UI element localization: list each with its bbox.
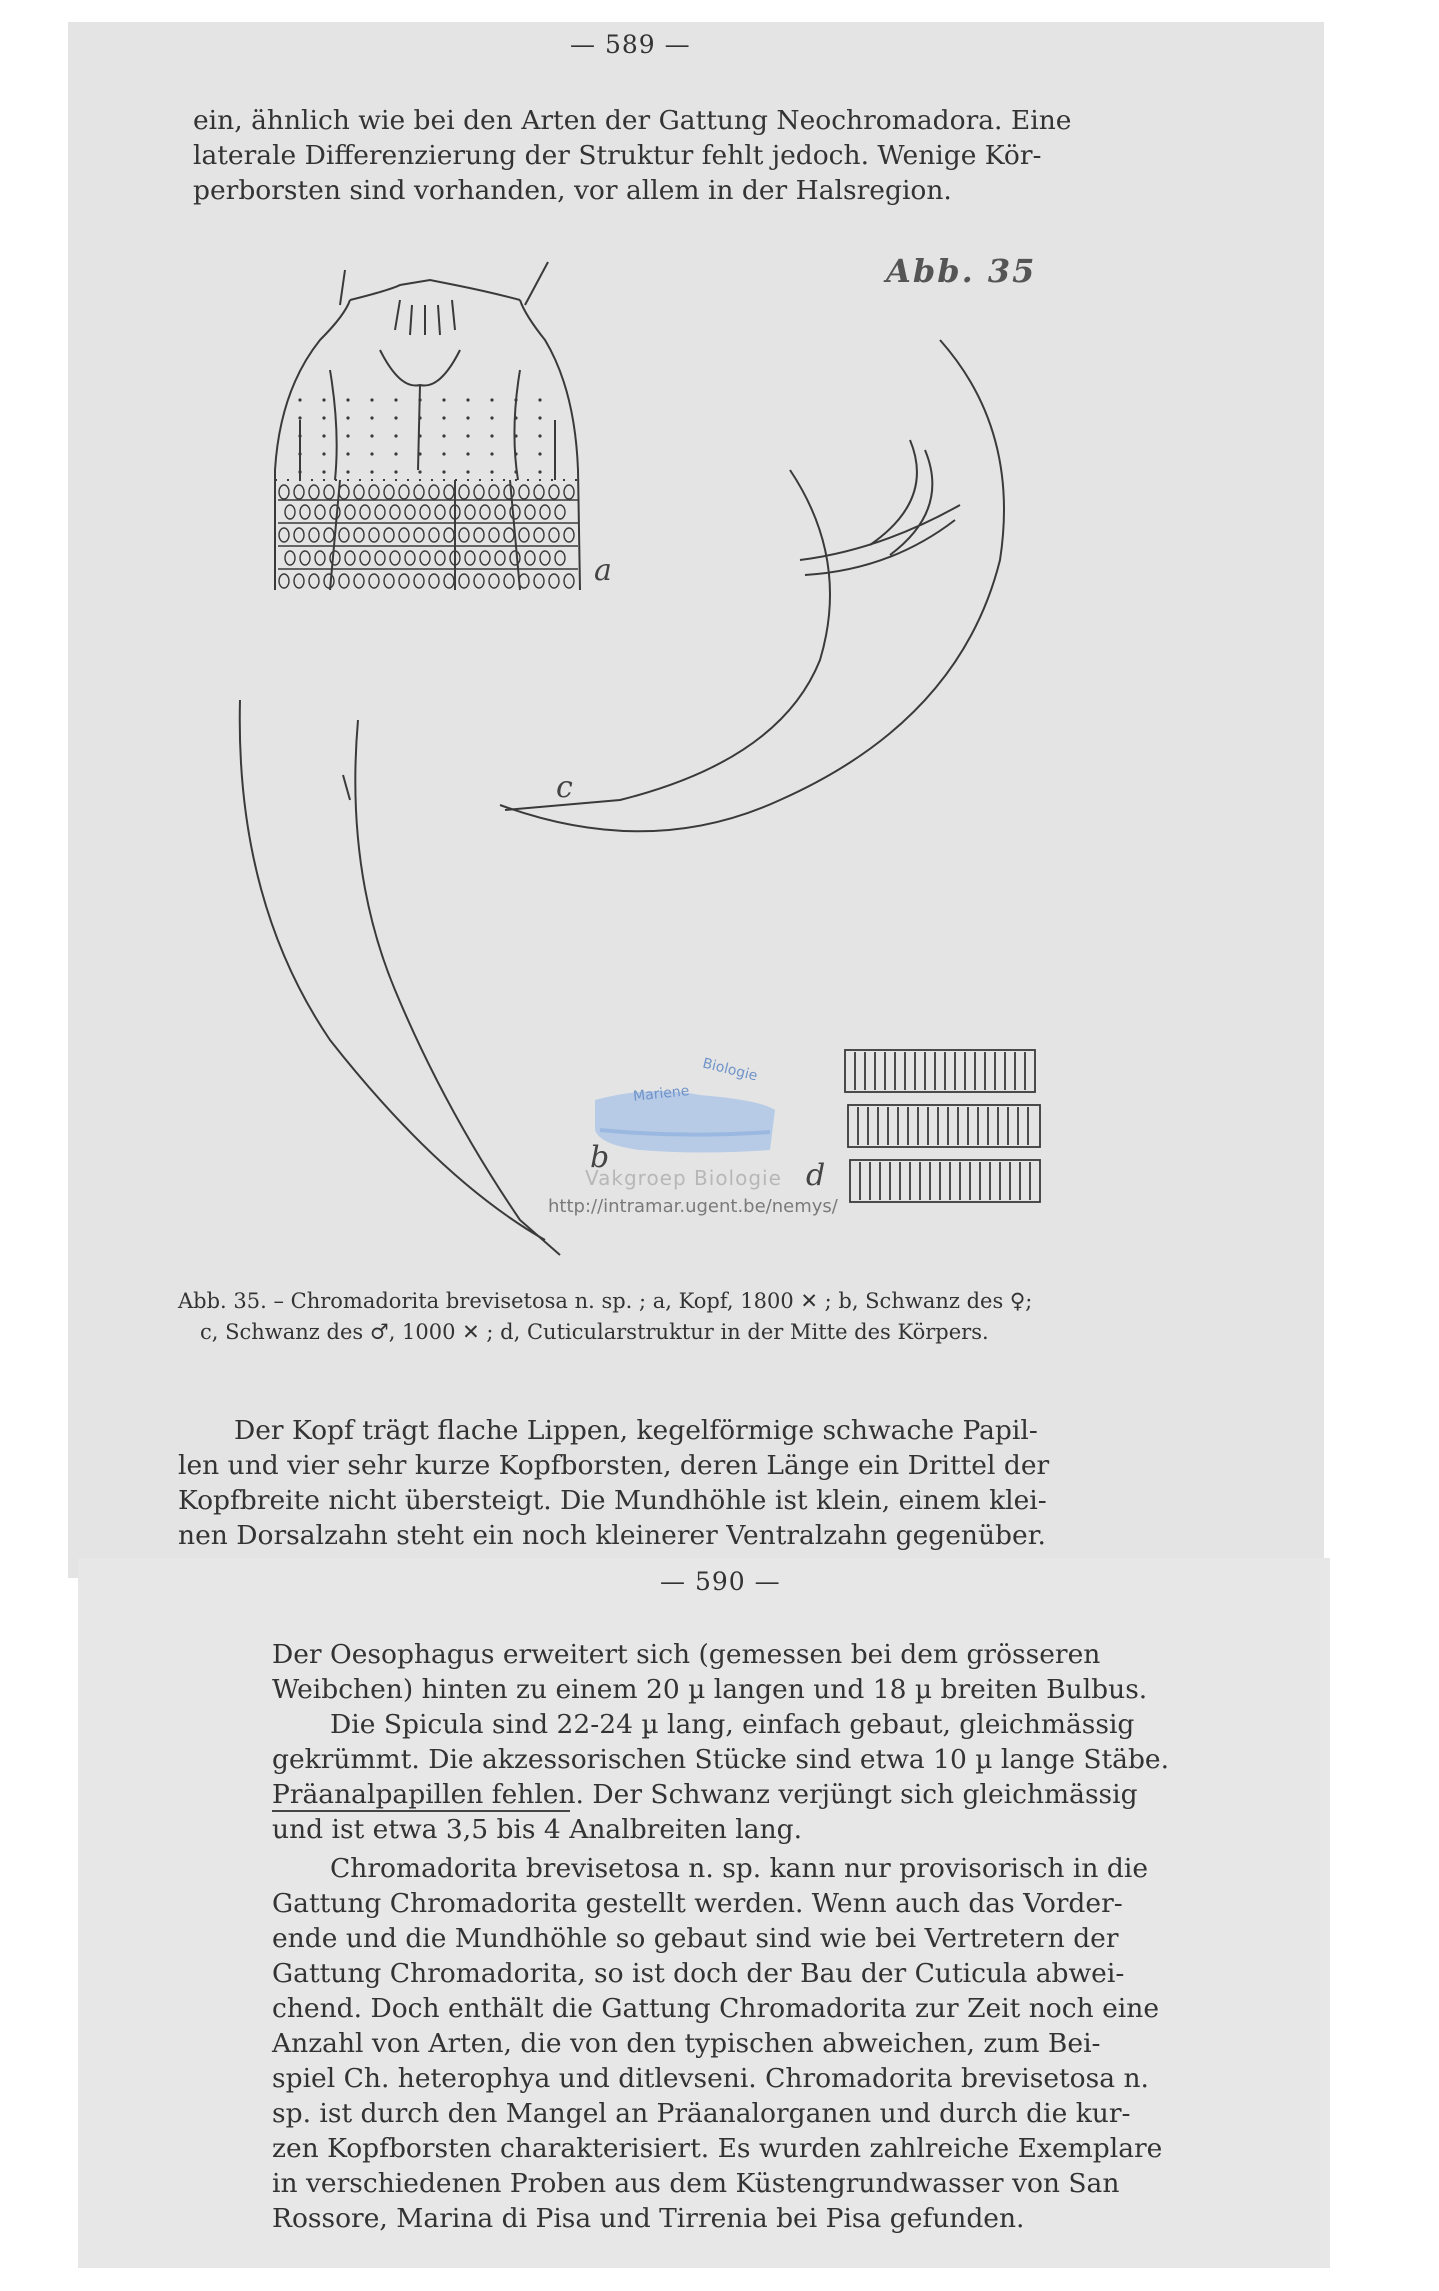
cuticle-ring-dot — [555, 551, 565, 565]
cuticle-punctation-dot — [394, 434, 397, 437]
page-number-589: — 589 — — [570, 30, 691, 59]
body-line: gekrümmt. Die akzessorischen Stücke sind etwa 10 µ lange Stäbe. — [272, 1744, 1170, 1775]
cuticle-punctation-dot — [538, 452, 541, 455]
cuticle-ring-dot — [534, 574, 544, 588]
body-line: chend. Doch enthält die Gattung Chromadorita zur Zeit noch eine — [272, 1993, 1159, 2024]
cuticle-punctation-dot — [538, 470, 541, 473]
cuticle-ring-dot — [564, 485, 574, 499]
cuticle-ring-dot — [375, 505, 385, 519]
cuticle-punctation-dot — [346, 452, 349, 455]
cuticle-ring-dot — [540, 505, 550, 519]
intro-line: laterale Differenzierung der Struktur fehlt jedoch. Wenige Kör- — [193, 140, 1042, 171]
cuticle-ring-dot — [369, 574, 379, 588]
cuticle-ring-dot — [300, 551, 310, 565]
cuticle-punctation-dot — [298, 398, 301, 401]
watermark-group: Vakgroep Biologie — [585, 1166, 782, 1190]
body-line: len und vier sehr kurze Kopfborsten, deren Länge ein Drittel der — [178, 1450, 1050, 1481]
cuticle-punctation-dot — [298, 416, 301, 419]
cuticle-ring-dot — [399, 574, 409, 588]
cuticle-ring-dot — [330, 551, 340, 565]
cuticle-ring-dot — [504, 574, 514, 588]
cuticle-ring-dot — [444, 528, 454, 542]
body-line: Präanalpapillen fehlen. Der Schwanz verjüngt sich gleichmässig — [272, 1779, 1138, 1810]
cuticle-ring-dot — [360, 551, 370, 565]
cuticle-ring-dot — [429, 528, 439, 542]
body-line: Weibchen) hinten zu einem 20 µ langen und 18 µ breiten Bulbus. — [272, 1674, 1148, 1705]
cuticle-punctation-dot — [298, 470, 301, 473]
cuticle-punctation-dot — [490, 470, 493, 473]
cuticle-ring-dot — [444, 485, 454, 499]
body-line: Kopfbreite nicht übersteigt. Die Mundhöhle ist klein, einem klei- — [178, 1485, 1047, 1516]
cuticle-ring-dot — [330, 505, 340, 519]
cuticle-punctation-dot — [442, 416, 445, 419]
cuticle-punctation-dot — [514, 416, 517, 419]
body-line: Chromadorita brevisetosa n. sp. kann nur provisorisch in die — [330, 1853, 1149, 1884]
cuticle-punctation-dot — [442, 398, 445, 401]
genus-discussion-paragraph — [272, 1851, 1172, 2236]
cuticle-punctation-dot — [514, 452, 517, 455]
cuticle-ring-dot — [384, 485, 394, 499]
cuticle-punctation-dot — [514, 434, 517, 437]
cuticle-ring-dot — [279, 528, 289, 542]
cuticle-punctation-dot — [514, 470, 517, 473]
cuticle-ring-dot — [459, 574, 469, 588]
cuticle-ring-dot — [414, 485, 424, 499]
cuticle-ring-dot — [429, 485, 439, 499]
cuticle-ring-dot — [564, 574, 574, 588]
cuticle-ring-dot — [345, 505, 355, 519]
cuticle-ring-dot — [519, 485, 529, 499]
cuticle-ring-dot — [309, 574, 319, 588]
cuticle-punctation-dot — [346, 434, 349, 437]
cuticle-ring-dot — [504, 528, 514, 542]
cuticle-ring-dot — [369, 485, 379, 499]
cuticle-ring-dot — [459, 528, 469, 542]
cuticle-ring-dot — [324, 528, 334, 542]
page-number-590: — 590 — — [660, 1567, 781, 1596]
figure-b-female-tail-drawing — [240, 700, 560, 1255]
cuticle-ring-dot — [414, 528, 424, 542]
cuticle-ring-dot — [519, 528, 529, 542]
cuticle-punctation-dot — [394, 416, 397, 419]
cuticle-ring-dot — [504, 485, 514, 499]
cuticle-ring-dot — [510, 505, 520, 519]
cuticle-ring-dot — [474, 485, 484, 499]
cuticle-ring-dot — [294, 528, 304, 542]
watermark-logo-shape — [595, 1091, 775, 1153]
cuticle-ring-dot — [354, 528, 364, 542]
head-description-paragraph — [178, 1413, 1098, 1553]
cuticle-punctation-dot — [418, 470, 421, 473]
watermark-url: http://intramar.ugent.be/nemys/ — [548, 1196, 838, 1217]
cuticle-punctation-dot — [466, 416, 469, 419]
cuticle-punctation-dot — [490, 452, 493, 455]
cuticle-punctation-dot — [322, 398, 325, 401]
body-line: zen Kopfborsten charakterisiert. Es wurden zahlreiche Exemplare — [272, 2133, 1163, 2164]
body-line: Der Kopf trägt flache Lippen, kegelförmige schwache Papil- — [234, 1415, 1038, 1446]
cuticle-ring-dot — [324, 574, 334, 588]
body-line: in verschiedenen Proben aus dem Küstengrundwasser von San — [272, 2168, 1120, 2199]
cuticle-ring-dot — [489, 485, 499, 499]
cuticle-punctation-dot — [322, 416, 325, 419]
cuticle-punctation-dot — [370, 470, 373, 473]
cuticle-ring-dot — [495, 505, 505, 519]
cuticle-ring-dot — [540, 551, 550, 565]
cuticle-ring-dot — [405, 551, 415, 565]
body-line: ende und die Mundhöhle so gebaut sind wie bei Vertretern der — [272, 1923, 1119, 1954]
cuticle-ring-dot — [315, 551, 325, 565]
watermark-brand-small: Biologie — [700, 1055, 760, 1085]
cuticle-punctation-dot — [298, 434, 301, 437]
cuticle-punctation-dot — [466, 398, 469, 401]
cuticle-ring-dot — [339, 485, 349, 499]
body-line: nen Dorsalzahn steht ein noch kleinerer Ventralzahn gegenüber. — [178, 1520, 1046, 1551]
figure-a-ring-dots — [279, 398, 574, 588]
cuticle-punctation-dot — [394, 470, 397, 473]
body-line: Gattung Chromadorita gestellt werden. Wenn auch das Vorder- — [272, 1888, 1123, 1919]
cuticle-ring-dot — [384, 574, 394, 588]
cuticle-ring-dot — [534, 485, 544, 499]
cuticle-ring-dot — [414, 574, 424, 588]
figure-label-b: b — [590, 1140, 610, 1175]
cuticle-ring-dot — [465, 551, 475, 565]
cuticle-ring-dot — [489, 574, 499, 588]
cuticle-ring-dot — [300, 505, 310, 519]
cuticle-ring-dot — [354, 485, 364, 499]
cuticle-punctation-dot — [490, 398, 493, 401]
cuticle-ring-dot — [369, 528, 379, 542]
cuticle-ring-dot — [339, 574, 349, 588]
cuticle-ring-dot — [480, 505, 490, 519]
cuticle-ring-dot — [459, 485, 469, 499]
figure-a-ring-rows — [278, 500, 578, 569]
cuticle-punctation-dot — [322, 434, 325, 437]
cuticle-punctation-dot — [298, 452, 301, 455]
figure-d-cuticle-blocks — [845, 1050, 1040, 1202]
cuticle-ring-dot — [465, 505, 475, 519]
cuticle-punctation-dot — [466, 452, 469, 455]
cuticle-punctation-dot — [370, 398, 373, 401]
cuticle-ring-dot — [324, 485, 334, 499]
body-line: Die Spicula sind 22-24 µ lang, einfach gebaut, gleichmässig — [330, 1709, 1135, 1740]
body-line: Der Oesophagus erweitert sich (gemessen bei dem grösseren — [272, 1639, 1101, 1670]
body-line: Gattung Chromadorita, so ist doch der Bau der Cuticula abwei- — [272, 1958, 1125, 1989]
cuticle-punctation-dot — [346, 398, 349, 401]
figure-a-head-drawing — [275, 262, 580, 590]
cuticle-ring-dot — [309, 485, 319, 499]
cuticle-ring-dot — [525, 551, 535, 565]
cuticle-punctation-dot — [370, 434, 373, 437]
figure-number-mark: Abb. 35 — [886, 252, 1037, 290]
cuticle-ring-dot — [399, 485, 409, 499]
cuticle-punctation-dot — [490, 416, 493, 419]
handwritten-underline — [272, 1810, 570, 1812]
figure-label-c: c — [556, 770, 573, 805]
body-line: und ist etwa 3,5 bis 4 Analbreiten lang. — [272, 1814, 803, 1845]
cuticle-ring-dot — [399, 528, 409, 542]
cuticle-ring-dot — [294, 485, 304, 499]
cuticle-ring-dot — [279, 485, 289, 499]
cuticle-ring-dot — [375, 551, 385, 565]
cuticle-ring-dot — [285, 551, 295, 565]
cuticle-ring-dot — [480, 551, 490, 565]
cuticle-punctation-dot — [466, 434, 469, 437]
oesophagus-paragraph — [272, 1637, 1172, 1847]
body-line: spiel Ch. heterophya und ditlevseni. Chromadorita brevisetosa n. — [272, 2063, 1149, 2094]
cuticle-ring-dot — [549, 485, 559, 499]
cuticle-punctation-dot — [418, 398, 421, 401]
cuticle-ring-dot — [390, 551, 400, 565]
cuticle-ring-dot — [429, 574, 439, 588]
caption-line: Abb. 35. – Chromadorita brevisetosa n. sp. ; a, Kopf, 1800 ✕ ; b, Schwanz des ♀; — [178, 1289, 1033, 1313]
figure-caption — [178, 1286, 1098, 1348]
cuticle-ring-dot — [279, 574, 289, 588]
cuticle-ring-dot — [294, 574, 304, 588]
cuticle-ring-dot — [345, 551, 355, 565]
cuticle-ring-dot — [384, 528, 394, 542]
cuticle-ring-dot — [474, 528, 484, 542]
cuticle-punctation-dot — [466, 470, 469, 473]
cuticle-ring-dot — [525, 505, 535, 519]
cuticle-ring-dot — [534, 528, 544, 542]
cuticle-ring-dot — [285, 505, 295, 519]
caption-line: c, Schwanz des ♂, 1000 ✕ ; d, Cuticularstruktur in der Mitte des Körpers. — [200, 1320, 989, 1344]
cuticle-ring-dot — [360, 505, 370, 519]
cuticle-punctation-dot — [442, 452, 445, 455]
cuticle-punctation-dot — [418, 434, 421, 437]
cuticle-ring-dot — [555, 505, 565, 519]
cuticle-punctation-dot — [418, 452, 421, 455]
cuticle-punctation-dot — [538, 416, 541, 419]
cuticle-ring-dot — [474, 574, 484, 588]
cuticle-punctation-dot — [442, 470, 445, 473]
intro-line: ein, ähnlich wie bei den Arten der Gattung Neochromadora. Eine — [193, 105, 1072, 136]
cuticle-punctation-dot — [418, 416, 421, 419]
cuticle-punctation-dot — [322, 470, 325, 473]
cuticle-punctation-dot — [322, 452, 325, 455]
cuticle-punctation-dot — [538, 398, 541, 401]
cuticle-ring-dot — [435, 505, 445, 519]
cuticle-ring-dot — [564, 528, 574, 542]
cuticle-ring-dot — [444, 574, 454, 588]
cuticle-punctation-dot — [394, 452, 397, 455]
cuticle-ring-dot — [405, 505, 415, 519]
cuticle-punctation-dot — [442, 434, 445, 437]
cuticle-ring-dot — [315, 505, 325, 519]
cuticle-ring-dot — [420, 505, 430, 519]
cuticle-punctation-dot — [394, 398, 397, 401]
cuticle-ring-dot — [519, 574, 529, 588]
cuticle-ring-dot — [354, 574, 364, 588]
cuticle-punctation-dot — [538, 434, 541, 437]
cuticle-punctation-dot — [370, 416, 373, 419]
watermark-brand-left: Mariene — [632, 1083, 691, 1105]
cuticle-ring-dot — [510, 551, 520, 565]
body-line: Rossore, Marina di Pisa und Tirrenia bei Pisa gefunden. — [272, 2203, 1025, 2234]
body-line: Anzahl von Arten, die von den typischen abweichen, zum Bei- — [272, 2028, 1101, 2059]
cuticle-punctation-dot — [346, 470, 349, 473]
figure-label-a: a — [594, 553, 612, 588]
cuticle-punctation-dot — [514, 398, 517, 401]
cuticle-ring-dot — [390, 505, 400, 519]
cuticle-ring-dot — [435, 551, 445, 565]
figure-label-d: d — [806, 1158, 826, 1193]
cuticle-ring-dot — [549, 528, 559, 542]
cuticle-ring-dot — [489, 528, 499, 542]
cuticle-ring-dot — [309, 528, 319, 542]
cuticle-ring-dot — [339, 528, 349, 542]
intro-line: perborsten sind vorhanden, vor allem in der Halsregion. — [193, 175, 952, 206]
cuticle-punctation-dot — [346, 416, 349, 419]
cuticle-punctation-dot — [370, 452, 373, 455]
cuticle-ring-dot — [420, 551, 430, 565]
cuticle-ring-dot — [549, 574, 559, 588]
body-line: sp. ist durch den Mangel an Präanalorganen und durch die kur- — [272, 2098, 1131, 2129]
cuticle-punctation-dot — [490, 434, 493, 437]
figure-c-male-tail-drawing — [500, 340, 1004, 831]
cuticle-ring-dot — [495, 551, 505, 565]
